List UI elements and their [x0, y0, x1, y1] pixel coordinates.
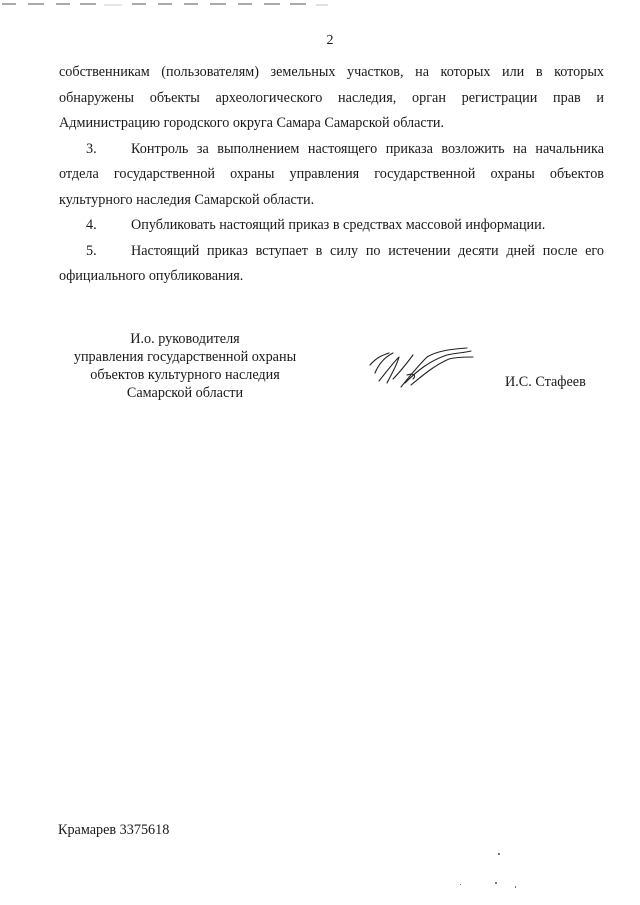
position-line: объектов культурного наследия: [90, 367, 280, 383]
paragraph-number: 5.: [86, 242, 97, 259]
executor-contact: Крамарев 3375618: [58, 822, 170, 838]
scan-speck: [515, 886, 516, 888]
paragraph-number: 4.: [86, 217, 97, 233]
position-line: И.о. руководителя: [130, 331, 240, 347]
page-number: 2: [326, 33, 334, 48]
signer-name: И.С. Стафеев: [505, 374, 586, 390]
paragraph-item-5: [59, 239, 604, 290]
paragraph-text: Контроль за выполнением настоящего приказа возложить на начальника отдела государственной охраны управления государственной охраны объектов культурного наследия Самарской области.: [59, 140, 604, 208]
scan-speck: [495, 882, 497, 884]
paragraph-text: Настоящий приказ вступает в силу по истечении десяти дней после его официального опубликования.: [59, 242, 604, 284]
header-dash-line: [0, 0, 330, 8]
paragraph-item-4: [59, 213, 604, 239]
position-line: Самарской области: [126, 385, 244, 401]
document-body: [59, 60, 604, 290]
scan-speck: [498, 853, 500, 855]
position-line: управления государственной охраны: [73, 349, 297, 365]
paragraph-number: 3.: [86, 140, 97, 157]
paragraph-item-3: [59, 137, 604, 214]
signatory-position: [55, 330, 315, 402]
paragraph-continuation: [59, 60, 604, 137]
handwritten-signature: [367, 345, 477, 395]
paragraph-text: собственникам (пользователям) земельных участков, на которых или в которых обнаружены объекты археологического наследия, орган регистрации прав и Администрацию городского округа Самара Самарской области.: [59, 64, 604, 131]
scan-speck: [460, 884, 461, 885]
paragraph-text: Опубликовать настоящий приказ в средствах массовой информации.: [131, 217, 546, 233]
